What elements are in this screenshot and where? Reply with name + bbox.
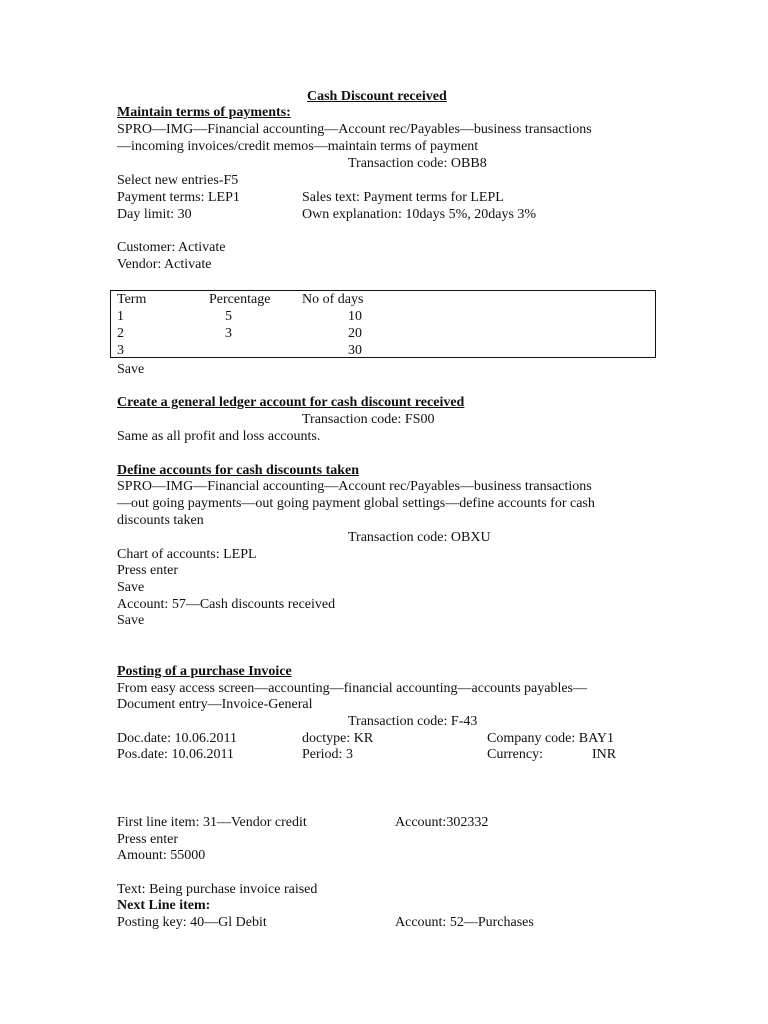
payment-terms-table xyxy=(110,290,656,358)
press-enter-step: Press enter xyxy=(117,563,179,578)
payment-terms-field: Payment terms: LEP1 xyxy=(117,190,240,205)
save-step: Save xyxy=(117,613,145,628)
table-cell-percentage: 3 xyxy=(225,326,232,341)
table-cell-term: 2 xyxy=(117,326,124,341)
note-line: Same as all profit and loss accounts. xyxy=(117,429,321,444)
day-limit-field: Day limit: 30 xyxy=(117,207,192,222)
currency-value: INR xyxy=(592,747,617,762)
period-field: Period: 3 xyxy=(302,747,353,762)
menu-path-line: —out going payments—out going payment global settings—define accounts for cash xyxy=(117,496,595,511)
sales-text-field: Sales text: Payment terms for LEPL xyxy=(302,190,504,205)
text-field: Text: Being purchase invoice raised xyxy=(117,882,318,897)
press-enter-step: Press enter xyxy=(117,832,179,847)
save-step: Save xyxy=(117,362,145,377)
menu-path-line: From easy access screen—accounting—financial accounting—accounts payables— xyxy=(117,681,587,696)
section-heading-maintain-terms: Maintain terms of payments: xyxy=(117,105,291,120)
account-field: Account: 57—Cash discounts received xyxy=(117,597,336,612)
section-heading-posting-invoice: Posting of a purchase Invoice xyxy=(117,664,292,679)
transaction-code: Transaction code: FS00 xyxy=(302,412,435,427)
menu-path-line: Document entry—Invoice-General xyxy=(117,697,313,712)
table-header-percentage: Percentage xyxy=(209,292,271,307)
save-step: Save xyxy=(117,580,145,595)
next-account-field: Account: 52—Purchases xyxy=(395,915,534,930)
currency-label: Currency: xyxy=(487,747,543,762)
table-cell-term: 3 xyxy=(117,343,124,358)
first-line-item: First line item: 31—Vendor credit xyxy=(117,815,307,830)
next-line-item-heading: Next Line item: xyxy=(117,898,211,913)
table-cell-days: 30 xyxy=(348,343,362,358)
doc-date-field: Doc.date: 10.06.2011 xyxy=(117,731,238,746)
transaction-code: Transaction code: OBB8 xyxy=(348,156,487,171)
table-cell-days: 10 xyxy=(348,309,362,324)
table-cell-term: 1 xyxy=(117,309,124,324)
section-heading-create-gl-account: Create a general ledger account for cash discount received xyxy=(117,395,465,410)
doctype-field: doctype: KR xyxy=(302,731,374,746)
document-title: Cash Discount received xyxy=(307,89,447,104)
table-cell-percentage: 5 xyxy=(225,309,232,324)
amount-field: Amount: 55000 xyxy=(117,848,206,863)
menu-path-line: SPRO—IMG—Financial accounting—Account rec/Payables—business transactions xyxy=(117,122,592,137)
instruction-line: Select new entries-F5 xyxy=(117,173,239,188)
first-account-field: Account:302332 xyxy=(395,815,489,830)
pos-date-field: Pos.date: 10.06.2011 xyxy=(117,747,234,762)
posting-key-field: Posting key: 40—Gl Debit xyxy=(117,915,267,930)
own-explanation-field: Own explanation: 10days 5%, 20days 3% xyxy=(302,207,537,222)
vendor-setting: Vendor: Activate xyxy=(117,257,212,272)
table-header-term: Term xyxy=(117,292,147,307)
menu-path-line: SPRO—IMG—Financial accounting—Account rec/Payables—business transactions xyxy=(117,479,592,494)
menu-path-line: —incoming invoices/credit memos—maintain terms of payment xyxy=(117,139,479,154)
table-cell-days: 20 xyxy=(348,326,362,341)
customer-setting: Customer: Activate xyxy=(117,240,226,255)
table-header-no-of-days: No of days xyxy=(302,292,364,307)
section-heading-define-accounts: Define accounts for cash discounts taken xyxy=(117,463,360,478)
transaction-code: Transaction code: F-43 xyxy=(348,714,478,729)
transaction-code: Transaction code: OBXU xyxy=(348,530,491,545)
company-code-field: Company code: BAY1 xyxy=(487,731,615,746)
chart-of-accounts-field: Chart of accounts: LEPL xyxy=(117,547,257,562)
menu-path-line: discounts taken xyxy=(117,513,204,528)
